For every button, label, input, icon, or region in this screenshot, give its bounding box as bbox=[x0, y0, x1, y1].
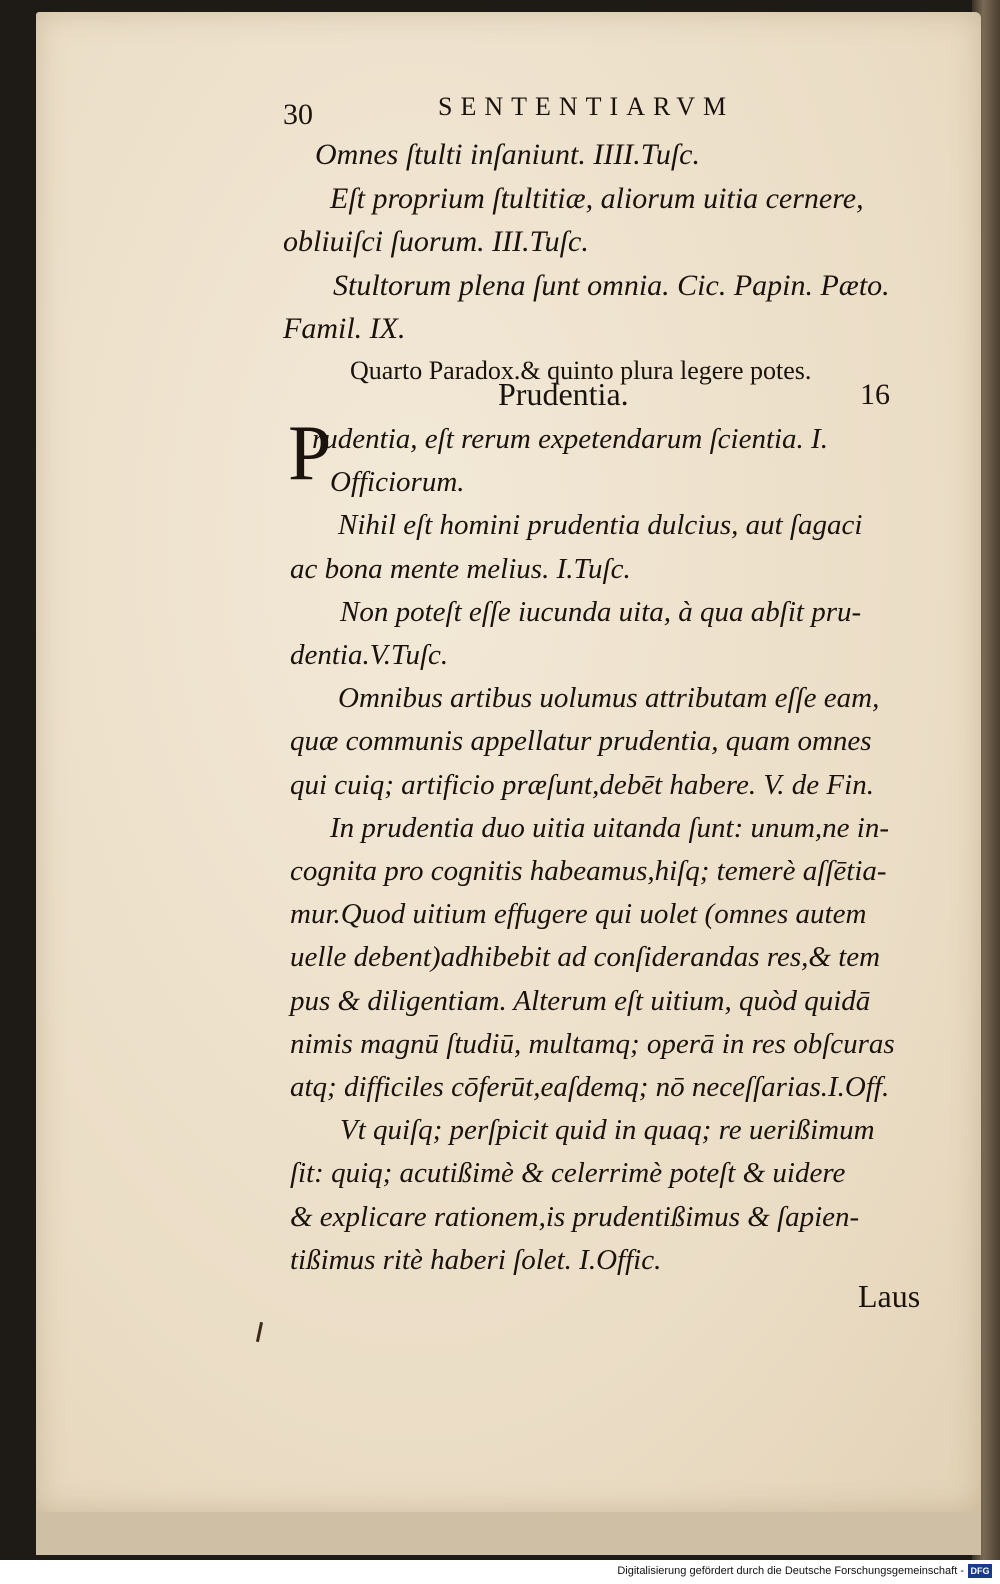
text-line: obliuiſci ſuorum. III.Tuſc. bbox=[283, 225, 589, 258]
text-line: dentia.V.Tuſc. bbox=[290, 639, 449, 672]
text-line: tißimus ritè haberi ſolet. I.Offic. bbox=[290, 1243, 662, 1276]
text-line: Eſt proprium ſtultitiæ, aliorum uitia cernere, bbox=[330, 181, 864, 215]
underlying-page-edge bbox=[36, 1505, 981, 1555]
catchword: Laus bbox=[858, 1278, 921, 1314]
running-head: SENTENTIARVM bbox=[438, 92, 735, 121]
section-number: 16 bbox=[860, 378, 890, 411]
prudentia-text bbox=[250, 418, 930, 1282]
text-line: Nihil eſt homini prudentia dulcius, aut ſagaci bbox=[338, 509, 863, 542]
text-line: Quarto Paradox.& quinto plura legere potes. bbox=[350, 355, 812, 385]
text-line: & explicare rationem,is prudentißimus & ſapien- bbox=[290, 1200, 860, 1233]
text-line: cognita pro cognitis habeamus,hiſq; temerè aſſētia- bbox=[290, 855, 887, 888]
page-number: 30 bbox=[283, 98, 313, 131]
section-heading: Prudentia. bbox=[498, 376, 629, 412]
text-line: Non poteſt eſſe iucunda uita, à qua abſit pru- bbox=[340, 595, 862, 628]
text-line: rudentia, eſt rerum expetendarum ſcientia. I. bbox=[312, 423, 828, 455]
text-line: Vt quiſq; perſpicit quid in quaq; re uerißimum bbox=[340, 1114, 875, 1147]
text-line: pus & diligentiam. Alterum eſt uitium, quòd quidā bbox=[290, 984, 871, 1017]
footer-bar bbox=[0, 1560, 1000, 1584]
text-line: atq; difficiles cōferūt,eaſdemq; nō neceſſarias.I.Off. bbox=[290, 1071, 890, 1104]
text-line: Omnes ſtulti inſaniunt. IIII.Tuſc. bbox=[315, 138, 700, 171]
text-line: mur.Quod uitium effugere qui uolet (omnes autem bbox=[290, 898, 867, 931]
drop-cap: P bbox=[288, 409, 332, 496]
page-text bbox=[250, 90, 930, 391]
footer-credit: Digitalisierung gefördert durch die Deutsche Forschungsgemeinschaft - bbox=[617, 1565, 964, 1577]
dfg-logo: DFG bbox=[968, 1564, 992, 1578]
text-line: ac bona mente melius. I.Tuſc. bbox=[290, 552, 631, 585]
text-line: qui cuiq; artificio præſunt,debēt habere. V. de Fin. bbox=[290, 768, 874, 801]
text-line: uelle debent)adhibebit ad conſiderandas res,& tem bbox=[290, 941, 881, 974]
text-line: Omnibus artibus uolumus attributam eſſe eam, bbox=[338, 682, 880, 715]
text-line: quæ communis appellatur prudentia, quam omnes bbox=[290, 725, 872, 758]
text-line: Officiorum. bbox=[330, 466, 465, 499]
text-line: Stultorum plena ſunt omnia. Cic. Papin. Pæto. bbox=[333, 268, 890, 302]
text-line: ſit: quiq; acutißimè & celerrimè poteſt & uidere bbox=[290, 1157, 846, 1190]
text-line: In prudentia duo uitia uitanda ſunt: unum,ne in- bbox=[330, 811, 890, 844]
text-line: nimis magnū ſtudiū, multamq; operā in res obſcuras bbox=[290, 1027, 895, 1060]
text-line: Famil. IX. bbox=[283, 312, 406, 345]
